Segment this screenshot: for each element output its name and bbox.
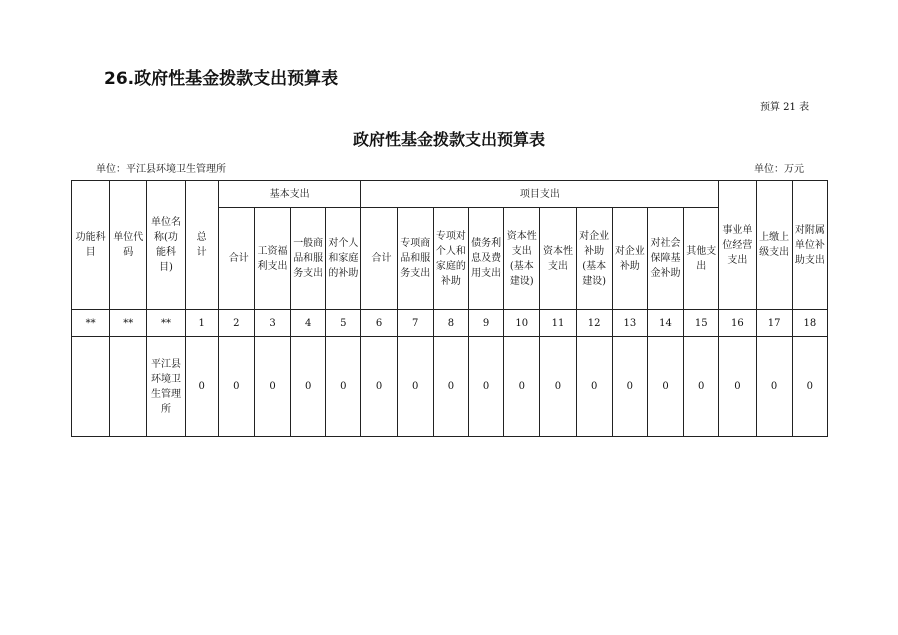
value-cell: 0 (576, 337, 612, 437)
header-project-enterprise-construction: 对企业补助(基本建设) (576, 208, 612, 310)
value-cell: 0 (433, 337, 468, 437)
header-basic-personal: 对个人和家庭的补助 (326, 208, 361, 310)
column-number: 1 (185, 310, 218, 337)
value-cell: 0 (185, 337, 218, 437)
column-number: 9 (469, 310, 504, 337)
value-cell: 0 (612, 337, 647, 437)
value-cell: 0 (684, 337, 719, 437)
form-number: 预算 21 表 (760, 102, 810, 113)
header-unit-name: 单位名称(功能科目) (147, 181, 185, 310)
value-cell: 0 (540, 337, 576, 437)
column-number: 10 (504, 310, 540, 337)
column-number: 13 (612, 310, 647, 337)
column-number: 6 (361, 310, 397, 337)
column-number: 12 (576, 310, 612, 337)
column-number: 14 (647, 310, 683, 337)
value-cell: 0 (792, 337, 827, 437)
header-project-personal: 专项对个人和家庭的补助 (433, 208, 468, 310)
column-number: 3 (254, 310, 290, 337)
header-project-goods: 专项商品和服务支出 (397, 208, 433, 310)
table-row (72, 337, 828, 437)
header-basic-total: 合计 (218, 208, 254, 310)
header-project-capital: 资本性支出 (540, 208, 576, 310)
value-cell: 0 (291, 337, 326, 437)
header-func-subject: 功能科目 (72, 181, 110, 310)
column-number: 5 (326, 310, 361, 337)
header-business-expense: 事业单位经营支出 (719, 181, 756, 310)
column-number: 4 (291, 310, 326, 337)
value-cell: 0 (397, 337, 433, 437)
column-number: 2 (218, 310, 254, 337)
value-cell: 0 (469, 337, 504, 437)
column-number: 15 (684, 310, 719, 337)
header-project-enterprise: 对企业补助 (612, 208, 647, 310)
header-project-total: 合计 (361, 208, 397, 310)
value-cell: 0 (218, 337, 254, 437)
table-title: 政府性基金拨款支出预算表 (352, 130, 545, 149)
cell-func-subject (72, 337, 110, 437)
column-number: 17 (756, 310, 792, 337)
cell-unit-code (110, 337, 147, 437)
header-project-capital-construction: 资本性支出(基本建设) (504, 208, 540, 310)
header-basic-group: 基本支出 (218, 181, 361, 208)
header-basic-goods: 一般商品和服务支出 (291, 208, 326, 310)
header-unit-code: 单位代码 (110, 181, 147, 310)
header-upper-payment: 上缴上级支出 (756, 181, 792, 310)
unit-name-label: 单位：平江县环境卫生管理所 (96, 164, 226, 175)
value-cell: 0 (361, 337, 397, 437)
page-heading: 26.政府性基金拨款支出预算表 (104, 69, 339, 89)
header-basic-wages: 工资福利支出 (254, 208, 290, 310)
column-number: ** (147, 310, 185, 337)
currency-unit-label: 单位：万元 (754, 164, 804, 175)
value-cell: 0 (647, 337, 683, 437)
header-affiliate-subsidy: 对附属单位补助支出 (792, 181, 827, 310)
value-cell: 0 (254, 337, 290, 437)
header-project-group: 项目支出 (361, 181, 719, 208)
column-number: ** (72, 310, 110, 337)
value-cell: 0 (326, 337, 361, 437)
column-number: ** (110, 310, 147, 337)
header-project-other: 其他支出 (684, 208, 719, 310)
value-cell: 0 (504, 337, 540, 437)
cell-unit-name: 平江县环境卫生管理所 (147, 337, 185, 437)
column-number: 18 (792, 310, 827, 337)
header-total: 总计 (185, 181, 218, 310)
column-number-row (72, 310, 828, 337)
value-cell: 0 (719, 337, 756, 437)
column-number: 8 (433, 310, 468, 337)
budget-table (71, 180, 828, 437)
column-number: 7 (397, 310, 433, 337)
column-number: 16 (719, 310, 756, 337)
column-number: 11 (540, 310, 576, 337)
header-project-social-security: 对社会保障基金补助 (647, 208, 683, 310)
header-row-1 (72, 181, 828, 208)
header-project-debt: 债务利息及费用支出 (469, 208, 504, 310)
value-cell: 0 (756, 337, 792, 437)
